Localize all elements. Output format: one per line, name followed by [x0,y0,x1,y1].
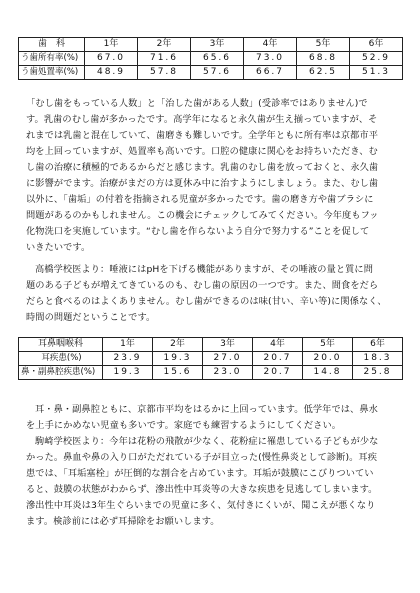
table-cell: 25.8 [353,366,403,380]
text-line: に影響がでます。治療がまだの方は夏休み中に治すようにしましょう。また、むし歯 [26,178,379,189]
dental-table-header [19,38,403,52]
text-line: 均を上回っていますが、処置率も高いです。口腔の健康に関心をお持ちいただき、む [26,146,378,157]
text-line: 問題があるのかもしれません。この機会にチェックしてみてください。今年度もフッ [26,210,379,221]
table-row [19,52,403,66]
ent-doctor-comment-paragraph [26,434,378,530]
text-line: れまでは乳歯と混在していて、歯磨きも難しいです。全学年ともに所有率は京都市平 [26,130,379,141]
ent-header-grade5: 5年 [303,338,353,352]
table-cell: 20.7 [253,366,303,380]
ent-header-grade6: 6年 [353,338,403,352]
text-line: 「むし歯をもっている人数」と「治した歯がある人数」(受診率ではありません)で [26,98,368,109]
text-line: 以外に、「歯垢」の付着を指摘される児童が多かったです。歯の磨き方や歯ブラシに [26,194,374,205]
dental-header-subject: 歯 科 [19,38,85,52]
table-cell: 23.0 [203,366,253,380]
text-line: 駒崎学校医より：今年は花粉の飛散が少なく、花粉症に罹患している子どもが少な [35,436,379,447]
ent-header-grade4: 4年 [253,338,303,352]
table-cell: 19.3 [153,352,203,366]
table-cell: 62.5 [297,66,350,80]
table-cell: 71.6 [138,52,191,66]
text-line: ると、鼓膜の状態がわからず、滲出性中耳炎等の大きな疾患を見逃してしまいます。 [26,484,378,495]
table-cell: 51.3 [350,66,403,80]
dental-paragraph [26,96,379,256]
row-label: 鼻・副鼻腔疾患(%) [19,366,103,380]
text-line: し歯の治療に積極的であるからだと感じます。乳歯のむし歯を放っておくと、永久歯 [26,162,379,173]
ent-header-grade3: 3年 [203,338,253,352]
table-cell: 14.8 [303,366,353,380]
table-cell: 19.3 [103,366,153,380]
table-cell: 20.0 [303,352,353,366]
ent-header-subject: 耳鼻咽喉科 [19,338,103,352]
table-cell: 27.0 [203,352,253,366]
table-cell: 67.0 [85,52,138,66]
dental-header-grade1: 1年 [85,38,138,52]
table-cell: 57.6 [191,66,244,80]
text-line: 滲出性中耳炎は3年生ぐらいまでの児童に多く、気付きにくいが、聞こえが悪くなり [26,500,376,511]
text-line: 時間の問題だということです。 [26,312,156,323]
ent-table [18,337,403,380]
table-cell: 23.9 [103,352,153,366]
text-line: かった。鼻血や鼻の入り口がただれている子が目立った(慢性鼻炎として診断)。耳疾 [26,452,378,463]
dental-table [18,37,403,80]
table-row [19,366,403,380]
dental-header-grade6: 6年 [350,38,403,52]
text-line: 患では、「耳垢塞栓」が圧倒的な割合を占めています。耳垢が鼓膜にこびりついてい [26,468,374,479]
row-label: 耳疾患(%) [19,352,103,366]
text-line: 高橋学校医より：唾液にはpHを下げる機能がありますが、その唾液の量と質に問 [35,264,374,275]
row-label: う歯所有率(%) [19,52,85,66]
text-line: いきたいです。 [26,242,91,253]
table-row [19,352,403,366]
table-cell: 68.8 [297,52,350,66]
text-line: 耳・鼻・副鼻腔ともに、京都市平均をはるかに上回っています。低学年では、鼻水 [35,404,378,415]
ent-header-grade2: 2年 [153,338,203,352]
table-cell: 18.3 [353,352,403,366]
dental-header-grade2: 2年 [138,38,191,52]
table-row [19,66,403,80]
table-cell: 20.7 [253,352,303,366]
ent-header-grade1: 1年 [103,338,153,352]
row-label: う歯処置率(%) [19,66,85,80]
text-line: 題のある子どもが増えてきているのも、むし歯の原因の一つです。また、間食をだら [26,280,379,291]
table-cell: 52.9 [350,52,403,66]
table-cell: 66.7 [244,66,297,80]
text-line: を上手にかめない児童も多いです。家庭でも練習するようにしてください。 [26,420,342,431]
table-cell: 57.8 [138,66,191,80]
table-cell: 15.6 [153,366,203,380]
table-cell: 73.0 [244,52,297,66]
text-line: ます。検診前には必ず耳掃除をお願いします。 [26,516,220,527]
table-cell: 48.9 [85,66,138,80]
text-line: す。乳歯のむし歯が多かったです。高学年になると永久歯が生え揃っていますが、そ [26,114,378,125]
dental-header-grade4: 4年 [244,38,297,52]
ent-paragraph [26,402,378,434]
dentist-comment-paragraph [26,262,387,326]
text-line: だらと食べるのはよくありません。むし歯ができるのは味(甘い、辛い等)に関係なく、 [26,296,387,307]
dental-header-grade5: 5年 [297,38,350,52]
dental-header-grade3: 3年 [191,38,244,52]
ent-table-header [19,338,403,352]
table-cell: 65.6 [191,52,244,66]
text-line: 化物洗口を実施しています。“むし歯を作らないよう自分で努力する”ことを促して [26,226,370,237]
